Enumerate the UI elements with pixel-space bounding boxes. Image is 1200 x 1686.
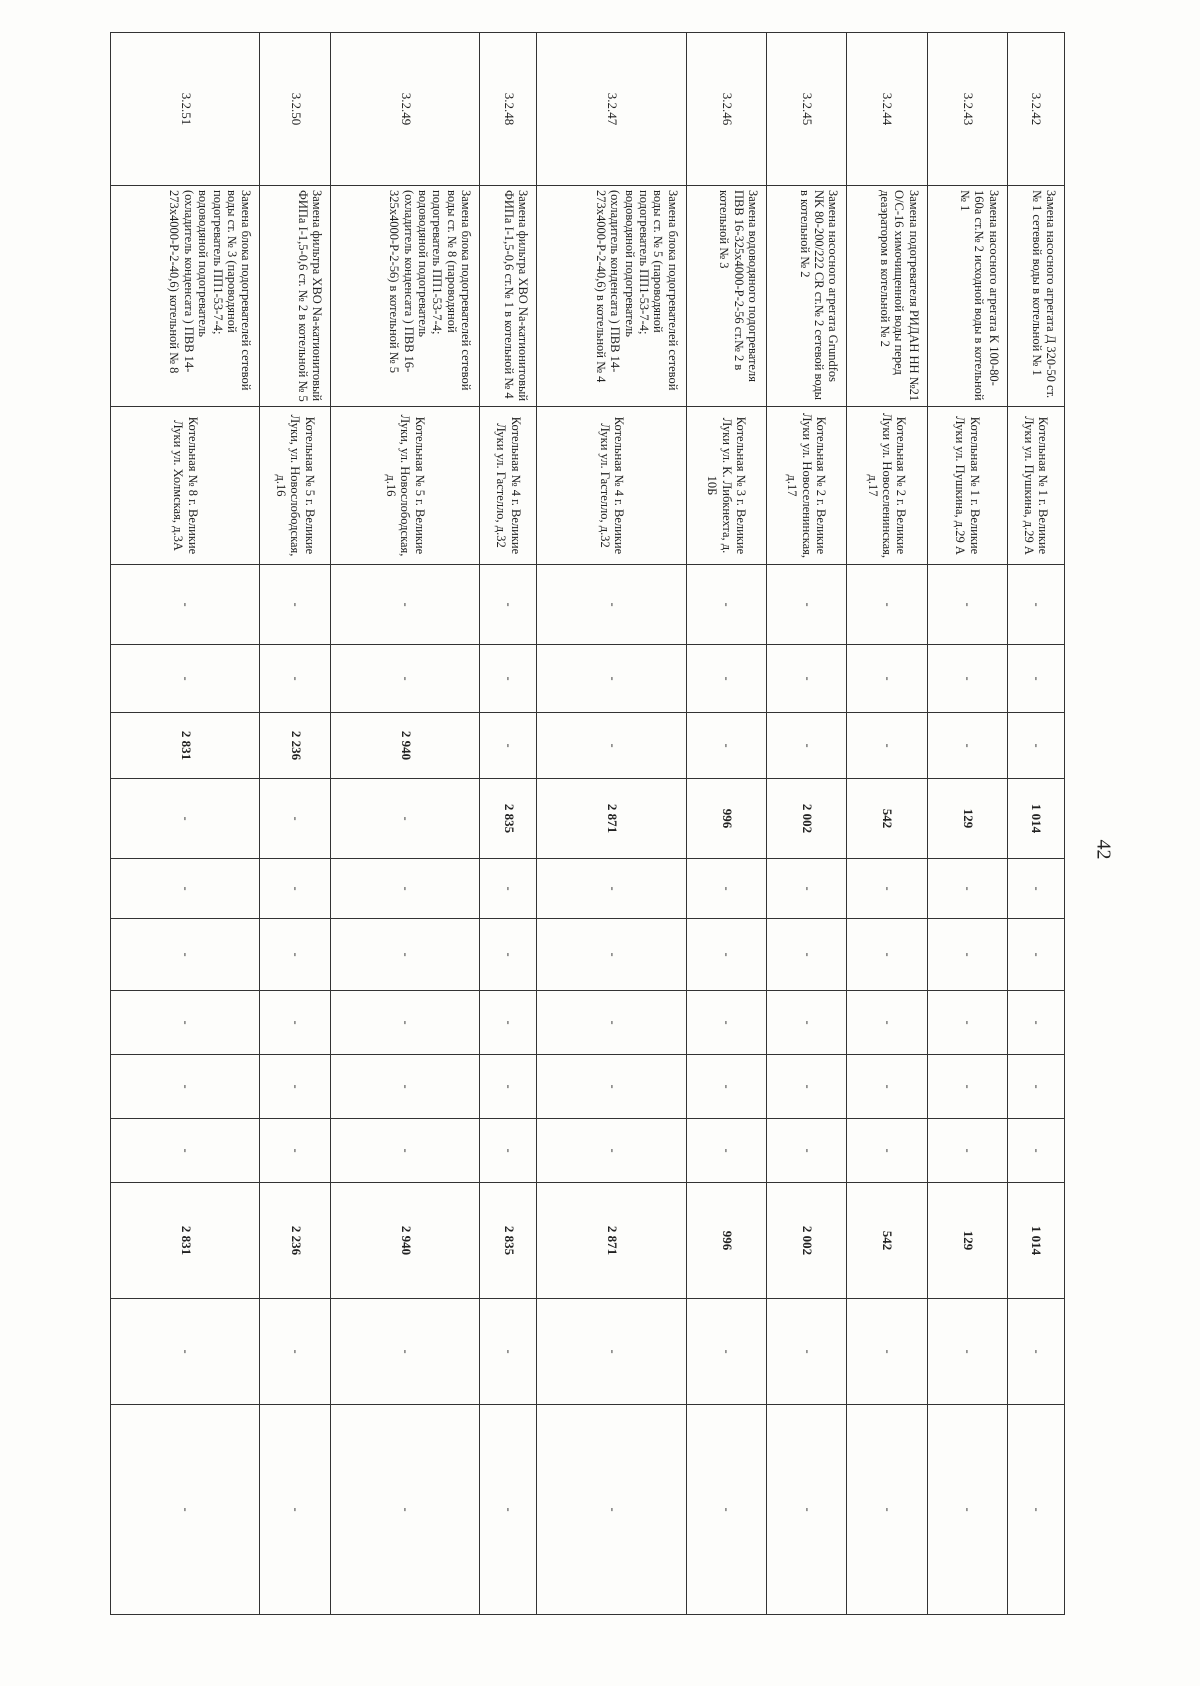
- row-value-col-9: -: [847, 1119, 927, 1183]
- row-value-col-5: -: [537, 859, 686, 919]
- row-value-col-3: 2 940: [330, 713, 479, 779]
- table-row: [537, 33, 686, 1615]
- row-value-col-1: -: [1007, 565, 1064, 645]
- row-value-col-10: 1 014: [1007, 1183, 1064, 1299]
- row-location: Котельная № 3 г. Великие Луки ул. К. Либкнехта, д. 10Б: [686, 407, 766, 565]
- row-number: 3.2.51: [111, 33, 260, 186]
- row-value-col-3: 2 236: [260, 713, 331, 779]
- row-value-col-8: -: [537, 1055, 686, 1119]
- table-row: [767, 33, 847, 1615]
- row-value-col-3: -: [847, 713, 927, 779]
- row-number: 3.2.42: [1007, 33, 1064, 186]
- row-value-col-2: -: [1007, 645, 1064, 713]
- row-value-col-6: -: [260, 919, 331, 991]
- row-location: Котельная № 1 г. Великие Луки ул. Пушкина, д.29 А: [927, 407, 1007, 565]
- row-value-col-8: -: [480, 1055, 537, 1119]
- row-value-col-2: -: [847, 645, 927, 713]
- row-value-col-9: -: [111, 1119, 260, 1183]
- row-value-col-11: -: [686, 1299, 766, 1405]
- table-row: [480, 33, 537, 1615]
- row-value-col-2: -: [111, 645, 260, 713]
- row-value-col-3: -: [767, 713, 847, 779]
- row-value-col-2: -: [767, 645, 847, 713]
- row-location: Котельная № 4 г. Великие Луки ул. Гастелло, д.32: [537, 407, 686, 565]
- row-value-col-12: -: [537, 1405, 686, 1615]
- row-value-col-2: -: [480, 645, 537, 713]
- table-row: [847, 33, 927, 1615]
- row-value-col-10: 2 236: [260, 1183, 331, 1299]
- row-description: Замена насосного агрегата Grundfos NK 80-200/222 CR ст.№ 2 сетевой воды в котельной № 2: [767, 186, 847, 407]
- row-value-col-3: 2 831: [111, 713, 260, 779]
- row-value-col-11: -: [847, 1299, 927, 1405]
- row-location: Котельная № 2 г. Великие Луки ул. Новоселенинская, д.17: [767, 407, 847, 565]
- row-number: 3.2.43: [927, 33, 1007, 186]
- row-value-col-6: -: [537, 919, 686, 991]
- table-row: [1007, 33, 1064, 1615]
- table-row: [686, 33, 766, 1615]
- row-description: Замена насосного агрегата К 100-80-160а ст.№ 2 исходной воды в котельной № 1: [927, 186, 1007, 407]
- row-value-col-1: -: [767, 565, 847, 645]
- row-value-col-1: -: [847, 565, 927, 645]
- row-value-col-6: -: [847, 919, 927, 991]
- row-value-col-6: -: [330, 919, 479, 991]
- investment-table: [110, 32, 1065, 1615]
- row-value-col-5: -: [767, 859, 847, 919]
- row-location: Котельная № 8 г. Великие Луки ул. Холмская, д.3А: [111, 407, 260, 565]
- row-number: 3.2.44: [847, 33, 927, 186]
- row-value-col-7: -: [686, 991, 766, 1055]
- row-value-col-6: -: [480, 919, 537, 991]
- row-value-col-4: -: [260, 779, 331, 859]
- table-row: [927, 33, 1007, 1615]
- row-number: 3.2.48: [480, 33, 537, 186]
- row-value-col-8: -: [111, 1055, 260, 1119]
- row-value-col-7: -: [330, 991, 479, 1055]
- table-row: [260, 33, 331, 1615]
- row-location: Котельная № 1 г. Великие Луки ул. Пушкина, д.29 А: [1007, 407, 1064, 565]
- row-value-col-10: 2 835: [480, 1183, 537, 1299]
- row-value-col-9: -: [927, 1119, 1007, 1183]
- row-value-col-10: 2 002: [767, 1183, 847, 1299]
- row-location: Котельная № 4 г. Великие Луки ул. Гастелло, д.32: [480, 407, 537, 565]
- table-stage: [110, 32, 1065, 1614]
- row-value-col-6: -: [686, 919, 766, 991]
- row-value-col-5: -: [686, 859, 766, 919]
- row-value-col-1: -: [330, 565, 479, 645]
- row-value-col-4: 1 014: [1007, 779, 1064, 859]
- row-value-col-5: -: [847, 859, 927, 919]
- row-description: Замена подогревателя РИДАН НН №21 О/С-16 химочищенной воды перед деаэратором в котельной № 2: [847, 186, 927, 407]
- table-row: [111, 33, 260, 1615]
- row-value-col-11: -: [330, 1299, 479, 1405]
- row-value-col-4: 542: [847, 779, 927, 859]
- row-value-col-11: -: [1007, 1299, 1064, 1405]
- row-value-col-12: -: [480, 1405, 537, 1615]
- row-description: Замена блока подогревателей сетевой воды ст. № 5 (пароводяной подогреватель ПП1-53-7-4; водоводяной подогреватель (охладитель конденсата ) ПВВ 14- 273х4000-Р-2-40,6) в котельной № 4: [537, 186, 686, 407]
- row-value-col-1: -: [927, 565, 1007, 645]
- row-value-col-2: -: [927, 645, 1007, 713]
- row-value-col-7: -: [847, 991, 927, 1055]
- row-value-col-3: -: [1007, 713, 1064, 779]
- row-value-col-7: -: [1007, 991, 1064, 1055]
- row-value-col-4: 996: [686, 779, 766, 859]
- row-value-col-3: -: [686, 713, 766, 779]
- row-value-col-10: 2 940: [330, 1183, 479, 1299]
- row-value-col-12: -: [927, 1405, 1007, 1615]
- page-number: 42: [1092, 839, 1115, 860]
- row-number: 3.2.47: [537, 33, 686, 186]
- row-value-col-8: -: [260, 1055, 331, 1119]
- row-value-col-2: -: [537, 645, 686, 713]
- row-value-col-12: -: [1007, 1405, 1064, 1615]
- row-value-col-10: 996: [686, 1183, 766, 1299]
- row-value-col-5: -: [260, 859, 331, 919]
- row-value-col-9: -: [330, 1119, 479, 1183]
- row-value-col-10: 129: [927, 1183, 1007, 1299]
- row-value-col-5: -: [1007, 859, 1064, 919]
- row-description: Замена блока подогревателей сетевой воды ст. № 3 (пароводяной подогреватель ПП1-53-7-4; водоводяной подогреватель (охладитель конденсата ) ПВВ 14-273х4000-Р-2-40,6) котельной № 8: [111, 186, 260, 407]
- row-value-col-12: -: [767, 1405, 847, 1615]
- row-value-col-4: -: [330, 779, 479, 859]
- row-value-col-9: -: [260, 1119, 331, 1183]
- row-value-col-3: -: [480, 713, 537, 779]
- row-value-col-11: -: [480, 1299, 537, 1405]
- row-value-col-11: -: [927, 1299, 1007, 1405]
- row-value-col-5: -: [111, 859, 260, 919]
- row-value-col-9: -: [686, 1119, 766, 1183]
- row-value-col-1: -: [537, 565, 686, 645]
- row-value-col-7: -: [111, 991, 260, 1055]
- row-value-col-2: -: [686, 645, 766, 713]
- row-value-col-7: -: [260, 991, 331, 1055]
- row-value-col-9: -: [480, 1119, 537, 1183]
- row-value-col-8: -: [686, 1055, 766, 1119]
- row-value-col-2: -: [330, 645, 479, 713]
- row-value-col-12: -: [330, 1405, 479, 1615]
- row-value-col-11: -: [767, 1299, 847, 1405]
- table-body: [111, 33, 1065, 1615]
- row-value-col-8: -: [1007, 1055, 1064, 1119]
- row-value-col-12: -: [686, 1405, 766, 1615]
- row-value-col-3: -: [927, 713, 1007, 779]
- row-value-col-11: -: [260, 1299, 331, 1405]
- row-value-col-8: -: [330, 1055, 479, 1119]
- row-value-col-6: -: [767, 919, 847, 991]
- row-number: 3.2.50: [260, 33, 331, 186]
- row-location: Котельная № 5 г. Великие Луки, ул. Новослободская, д.16: [330, 407, 479, 565]
- row-value-col-1: -: [480, 565, 537, 645]
- row-value-col-10: 542: [847, 1183, 927, 1299]
- row-value-col-10: 2 871: [537, 1183, 686, 1299]
- row-value-col-1: -: [686, 565, 766, 645]
- row-value-col-10: 2 831: [111, 1183, 260, 1299]
- row-value-col-5: -: [927, 859, 1007, 919]
- row-value-col-7: -: [537, 991, 686, 1055]
- rotated-table-wrapper: [110, 32, 1065, 1614]
- table-row: [330, 33, 479, 1615]
- row-description: Замена блока подогревателей сетевой воды ст. № 8 (пароводяной подогреватель ПП1-53-7-4; водоводяной подогреватель (охладитель конденсата ) ПВВ 16-325х4000-Р-2-56) в котельной № 5: [330, 186, 479, 407]
- row-location: Котельная № 2 г. Великие Луки ул. Новоселенинская, д.17: [847, 407, 927, 565]
- row-value-col-2: -: [260, 645, 331, 713]
- row-value-col-4: 2 002: [767, 779, 847, 859]
- row-value-col-9: -: [537, 1119, 686, 1183]
- row-value-col-4: 2 871: [537, 779, 686, 859]
- row-description: Замена фильтра ХВО Na-катионитовый ФИПа I-1,5-0,6 ст. № 2 в котельной № 5: [260, 186, 331, 407]
- row-value-col-9: -: [1007, 1119, 1064, 1183]
- row-location: Котельная № 5 г. Великие Луки, ул. Новослободская, д.16: [260, 407, 331, 565]
- row-value-col-7: -: [927, 991, 1007, 1055]
- row-value-col-11: -: [537, 1299, 686, 1405]
- row-value-col-12: -: [260, 1405, 331, 1615]
- row-value-col-4: -: [111, 779, 260, 859]
- row-number: 3.2.45: [767, 33, 847, 186]
- row-value-col-9: -: [767, 1119, 847, 1183]
- row-number: 3.2.49: [330, 33, 479, 186]
- row-value-col-8: -: [927, 1055, 1007, 1119]
- row-description: Замена фильтра ХВО Na-катионитовый ФИПа I-1,5-0,6 ст.№ 1 в котельной № 4: [480, 186, 537, 407]
- row-value-col-4: 2 835: [480, 779, 537, 859]
- row-value-col-1: -: [111, 565, 260, 645]
- row-value-col-11: -: [111, 1299, 260, 1405]
- row-value-col-3: -: [537, 713, 686, 779]
- row-description: Замена водоводяного подогревателя ПВВ 16-325х4000-Р-2-56 ст.№ 2 в котельной № 3: [686, 186, 766, 407]
- row-value-col-4: 129: [927, 779, 1007, 859]
- row-description: Замена насосного агрегата Д 320-50 ст.№ 1 сетевой воды в котельной № 1: [1007, 186, 1064, 407]
- row-value-col-7: -: [480, 991, 537, 1055]
- row-value-col-6: -: [111, 919, 260, 991]
- row-value-col-8: -: [767, 1055, 847, 1119]
- row-value-col-1: -: [260, 565, 331, 645]
- row-value-col-7: -: [767, 991, 847, 1055]
- row-value-col-5: -: [480, 859, 537, 919]
- row-value-col-12: -: [847, 1405, 927, 1615]
- row-value-col-5: -: [330, 859, 479, 919]
- row-value-col-6: -: [1007, 919, 1064, 991]
- row-number: 3.2.46: [686, 33, 766, 186]
- row-value-col-8: -: [847, 1055, 927, 1119]
- row-value-col-12: -: [111, 1405, 260, 1615]
- row-value-col-6: -: [927, 919, 1007, 991]
